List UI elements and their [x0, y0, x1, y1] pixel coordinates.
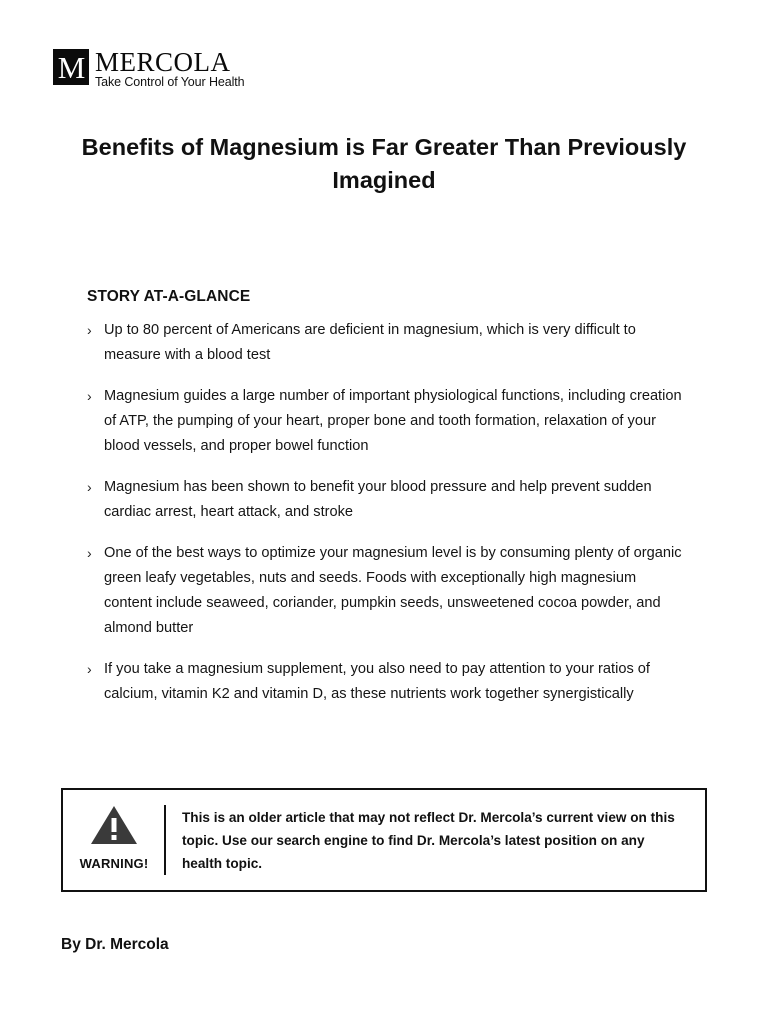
glance-item — [87, 657, 687, 707]
warning-divider — [164, 805, 166, 875]
glance-heading: STORY AT-A-GLANCE — [87, 288, 251, 305]
warning-triangle-icon — [90, 805, 138, 845]
warning-badge — [63, 790, 165, 890]
glance-item — [87, 384, 687, 459]
older-article-warning — [61, 788, 707, 892]
glance-item-text: Magnesium guides a large number of important physiological functions, including creation of ATP, the pumping of your heart, proper bone and tooth formation, relaxation of your blood vessels, and proper bowel function — [104, 388, 682, 454]
glance-item — [87, 318, 687, 368]
author-byline: By Dr. Mercola — [61, 936, 169, 953]
glance-item-text: Magnesium has been shown to benefit your blood pressure and help prevent sudden cardiac arrest, heart attack, and stroke — [104, 479, 652, 520]
logo-tagline: Take Control of Your Health — [95, 75, 245, 89]
story-at-a-glance — [87, 287, 687, 723]
warning-label: WARNING! — [79, 856, 149, 871]
glance-item — [87, 475, 687, 525]
glance-item-text: One of the best ways to optimize your magnesium level is by consuming plenty of organic green leafy vegetables, nuts and seeds. Foods with exceptionally high magnesium content include seaweed, coriander, pumpkin seeds, unsweetened cocoa powder, and almond butter — [104, 545, 682, 636]
logo-mark: M — [53, 49, 89, 85]
glance-item-text: If you take a magnesium supplement, you also need to pay attention to your ratios of calcium, vitamin K2 and vitamin D, as these nutrients work together synergistically — [104, 661, 650, 702]
warning-text: This is an older article that may not reflect Dr. Mercola’s current view on this topic. Use our search engine to find Dr. Mercola’s latest position on any health topic. — [182, 810, 675, 871]
logo-name: MERCOLA — [95, 47, 231, 77]
mercola-logo[interactable] — [53, 47, 245, 89]
chevron-right-icon: › — [87, 388, 92, 404]
glance-item-text: Up to 80 percent of Americans are deficient in magnesium, which is very difficult to measure with a blood test — [104, 322, 636, 363]
chevron-right-icon: › — [87, 479, 92, 495]
chevron-right-icon: › — [87, 322, 92, 338]
article-title: Benefits of Magnesium is Far Greater Than Previously Imagined — [81, 134, 687, 193]
glance-list — [87, 318, 687, 707]
logo-text — [95, 47, 245, 89]
glance-item — [87, 541, 687, 641]
chevron-right-icon: › — [87, 661, 92, 677]
chevron-right-icon: › — [87, 545, 92, 561]
